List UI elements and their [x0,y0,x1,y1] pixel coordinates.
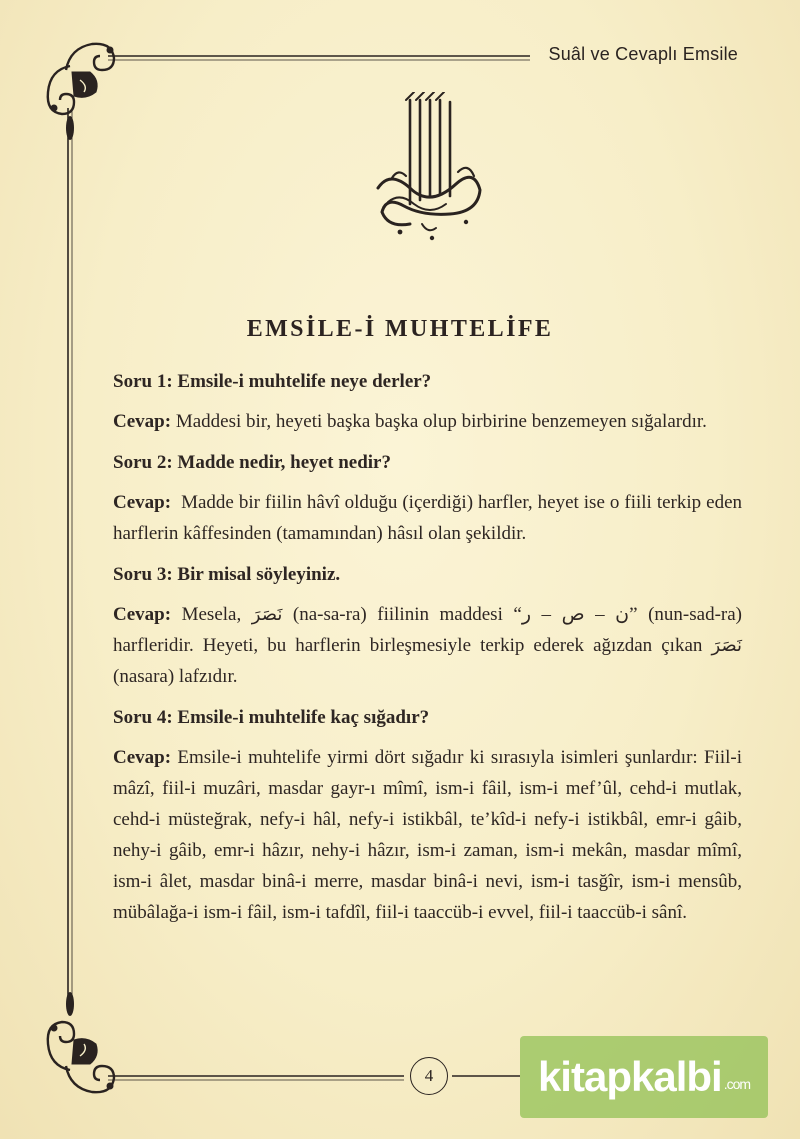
watermark-suffix: .com [723,1076,751,1092]
watermark-text: kitapkalbi [537,1053,722,1100]
section-title: EMSİLE-İ MUHTELİFE [246,316,554,342]
answer-label: Cevap: [113,604,172,625]
answer-label: Cevap: [113,411,172,432]
question-2: Soru 2: Madde nedir, heyet nedir? [113,452,391,473]
qa-content [113,366,742,938]
rule-fleuron-bottom [66,992,74,1016]
answer-4 [113,742,742,928]
site-watermark [520,1036,768,1118]
rule-fleuron-top [66,116,74,140]
corner-ornament-top [48,44,114,114]
corner-ornament-bottom [48,1022,114,1092]
answer-text: (na-sa-ra) fiilinin maddesi “ن – ص – ر” (nun-sad-ra) harfleridir. Heyeti, bu harflerin birleşmesiyle terkip ederek ağızdan çıkan [113,604,742,656]
answer-text: Madde bir fiilin hâvî olduğu (içerdiği) harfler, heyet ise o fiili terkip eden harflerin kâffesinden (tamamından) hâsıl olan şekildir. [113,492,742,544]
answer-label: Cevap: [113,492,172,513]
arabic-word: نَصَرَ [711,635,743,656]
answer-3 [113,599,742,692]
question-1: Soru 1: Emsile-i muhtelife neye derler? [113,371,432,392]
question-4: Soru 4: Emsile-i muhtelife kaç sığadır? [113,707,430,728]
answer-text: Maddesi bir, heyeti başka başka olup birbirine benzemeyen sığalardır. [175,411,707,432]
arabic-word: نَصَرَ [251,604,283,625]
answer-text: (nasara) lafzıdır. [113,666,238,687]
answer-1 [113,406,742,437]
answer-2 [113,487,742,549]
answer-text: Emsile-i muhtelife yirmi dört sığadır ki sırasıyla isimleri şunlardır: Fiil-i mâzî, fiil-i muzâri, masdar gayr-ı mîmî, ism-i fâil, ism-i mef’ûl, cehd-i mutlak, cehd-i müsteğrak, nefy-i hâl, nefy-i istikbâl, te’kîd-i nefy-i istikbâl, emr-i gâib, nehy-i gâib, emr-i hâzır, nehy-i hâzır, ism-i zaman, ism-i mekân, masdar mîmî, ism-i âlet, masdar binâ-i merre, masdar binâ-i nevi, ism-i tasğîr, ism-i mensûb, mübâlağa-i ism-i fâil, ism-i tafdîl, fiil-i taaccüb-i evvel, fiil-i taaccüb-i sânî. [113,747,743,923]
running-head-title: Suâl ve Cevaplı Emsile [548,44,738,64]
page-number: 4 [410,1057,448,1095]
question-3: Soru 3: Bir misal söyleyiniz. [113,564,341,585]
answer-label: Cevap: [113,747,172,768]
basmala-calligraphy [370,92,486,242]
answer-text: Mesela, [181,604,242,625]
